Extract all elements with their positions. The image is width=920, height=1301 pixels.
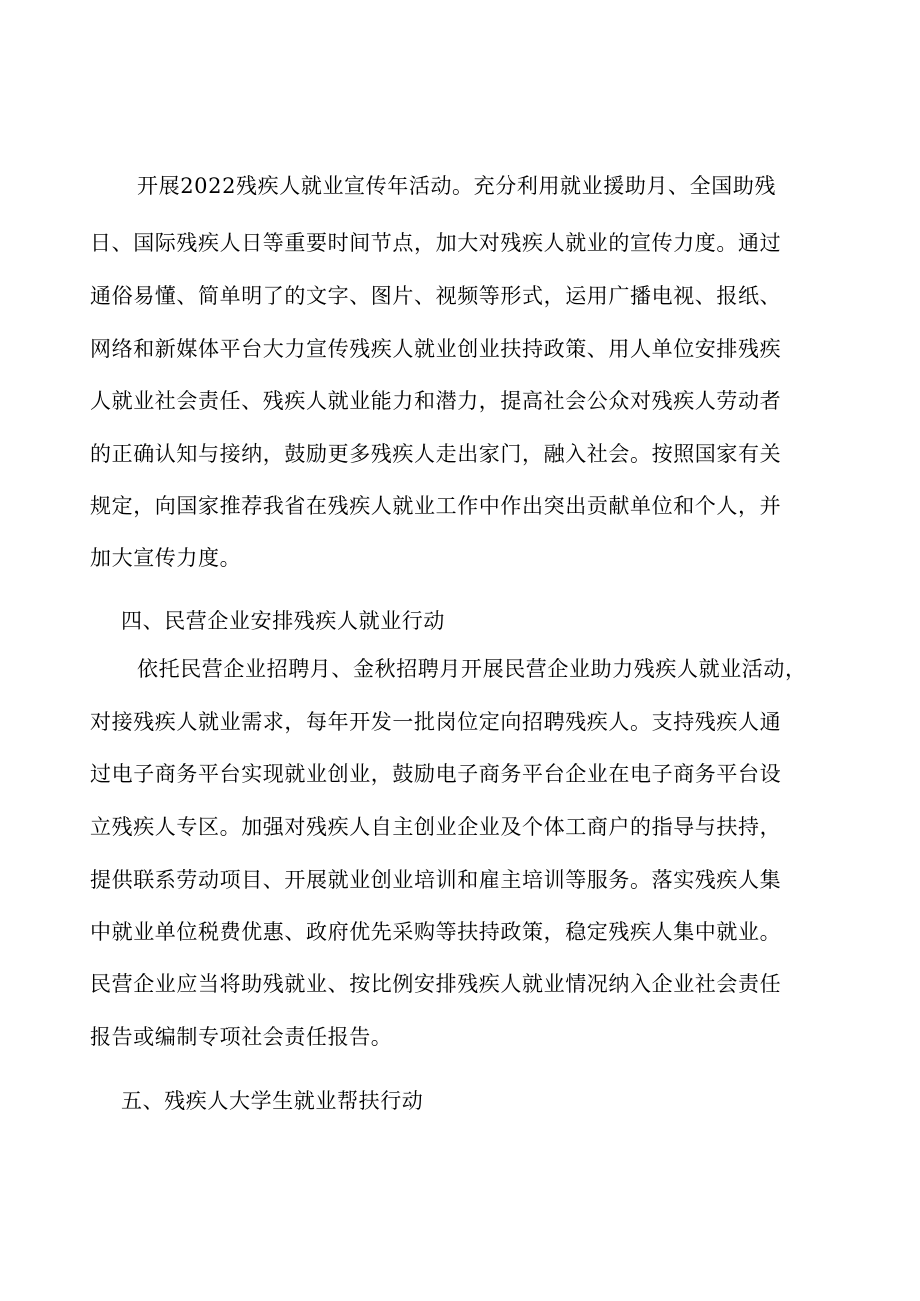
paragraph-line: 开展2022残疾人就业宣传年活动。充分利用就业援助月、全国助残 <box>137 174 777 198</box>
paragraph-line: 过电子商务平台实现就业创业，鼓励电子商务平台企业在电子商务平台设 <box>90 762 782 786</box>
paragraph-line: 报告或编制专项社会责任报告。 <box>90 1025 393 1049</box>
paragraph-line: 立残疾人专区。加强对残疾人自主创业企业及个体工商户的指导与扶持， <box>90 815 782 839</box>
paragraph-line: 民营企业应当将助残就业、按比例安排残疾人就业情况纳入企业社会责任 <box>90 972 782 996</box>
paragraph-line: 加大宣传力度。 <box>90 546 242 570</box>
paragraph-line: 人就业社会责任、残疾人就业能力和潜力，提高社会公众对残疾人劳动者 <box>90 389 782 413</box>
paragraph-line: 中就业单位税费优惠、政府优先采购等扶持政策，稳定残疾人集中就业。 <box>90 920 782 944</box>
section-heading-4: 四、民营企业安排残疾人就业行动 <box>121 609 445 633</box>
paragraph-line: 的正确认知与接纳，鼓励更多残疾人走出家门，融入社会。按照国家有关 <box>90 442 782 466</box>
paragraph-line: 日、国际残疾人日等重要时间节点，加大对残疾人就业的宣传力度。通过 <box>90 231 782 255</box>
section-heading-5: 五、残疾人大学生就业帮扶行动 <box>121 1089 424 1113</box>
paragraph-line: 对接残疾人就业需求，每年开发一批岗位定向招聘残疾人。支持残疾人通 <box>90 710 782 734</box>
paragraph-line: 规定，向国家推荐我省在残疾人就业工作中作出突出贡献单位和个人，并 <box>90 494 782 518</box>
paragraph-line: 通俗易懂、简单明了的文字、图片、视频等形式，运用广播电视、报纸、 <box>90 284 782 308</box>
paragraph-line: 提供联系劳动项目、开展就业创业培训和雇主培训等服务。落实残疾人集 <box>90 868 782 892</box>
paragraph-line: 网络和新媒体平台大力宣传残疾人就业创业扶持政策、用人单位安排残疾 <box>90 337 782 361</box>
paragraph-line: 依托民营企业招聘月、金秋招聘月开展民营企业助力残疾人就业活动， <box>137 657 807 681</box>
